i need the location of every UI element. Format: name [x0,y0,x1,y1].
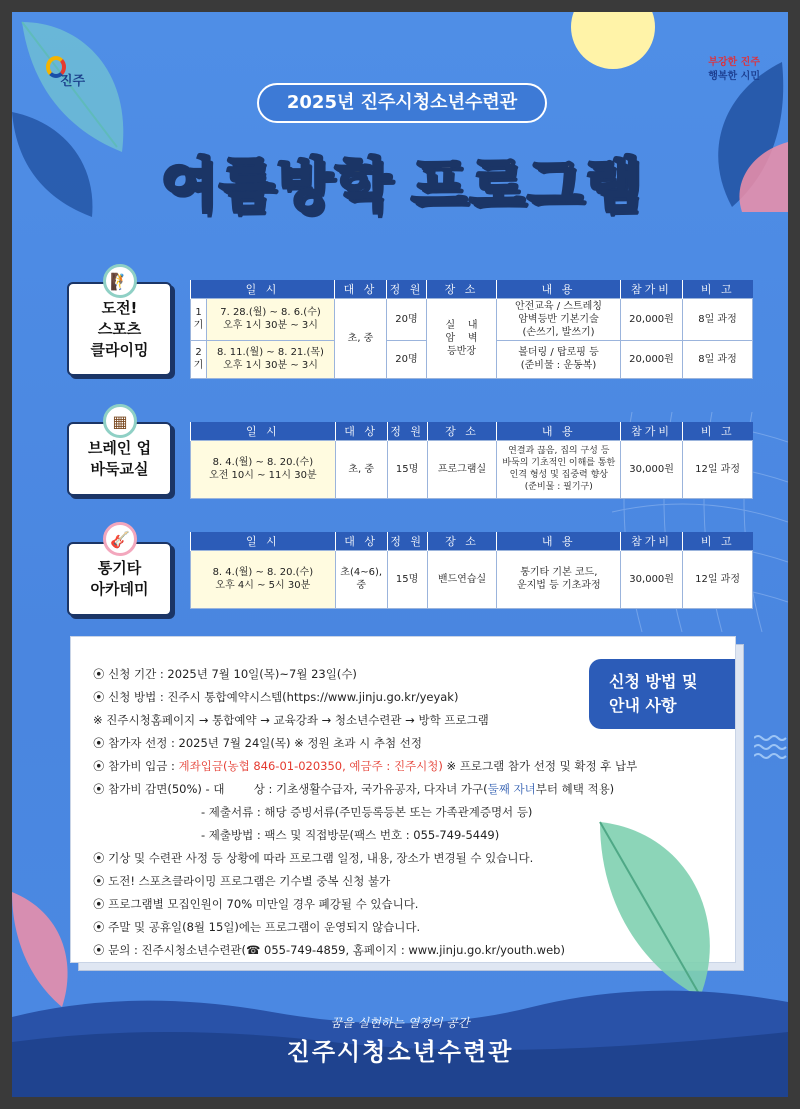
info-submit-method: - 제출방법 : 팩스 및 직접방문(팩스 번호 : 055-749-5449) [201,828,500,842]
program-name-line1: 통기타 [97,559,142,577]
program-name-line2: 아카데미 [90,580,149,598]
header-content: 내 용 [497,422,621,440]
content-line1: 통기타 기본 코드, [520,567,598,578]
table-header-row [191,280,753,298]
title-part1: 여름방학 [160,151,393,219]
discount-highlight: 둘째 자녀 [487,782,536,796]
place-line3: 등반장 [447,345,476,357]
fee-cell: 30,000원 [621,440,683,498]
content-line1: 안전교육 / 스트레칭 [514,300,602,312]
capacity-cell: 15명 [387,550,427,608]
header-target: 대 상 [335,280,387,298]
logo-left-text: 진주 [60,74,86,89]
date-cell [191,550,336,608]
discount-tail: 부터 혜택 적용) [535,782,615,796]
header-date: 일 시 [191,422,336,440]
info-apply-path: ※ 진주시청홈페이지 → 통합예약 → 교육강좌 → 청소년수련관 → 방학 프로그램 [93,713,489,727]
howto-line1: 신청 방법 및 [609,672,698,691]
header-capacity: 정 원 [387,422,427,440]
table-row [191,550,753,608]
program-baduk [67,406,753,496]
place-cell [427,298,497,378]
header-date: 일 시 [191,532,336,550]
place-line1: 실 내 [445,319,478,331]
payment-account: 계좌입금(농협 846-01-020350, 예금주 : 진주시청) [178,759,443,773]
content-line4: (준비물 : 필기구) [524,482,593,492]
date-line2: 오전 10시 ~ 11시 30분 [209,470,317,481]
date-line2: 오후 1시 30분 ~ 3시 [223,360,318,371]
content-cell [497,440,621,498]
info-selection: ⦿ 참가자 선정 : 2025년 7월 24일(목) ※ 정원 초과 시 추첨 선정 [93,736,423,750]
slogan-line2: 행복한 시민 [708,71,760,82]
content-line1: 볼더링 / 탑로핑 등 [518,347,599,358]
header-note: 비 고 [683,422,753,440]
info-lines [93,663,637,962]
program-table [190,532,753,609]
period-cell: 1기 [191,298,207,340]
payment-note: ※ 프로그램 참가 선정 및 확정 후 납부 [442,759,638,773]
jinju-city-logo [46,56,94,96]
program-climbing [67,268,753,378]
fee-cell: 20,000원 [621,298,683,340]
header-capacity: 정 원 [387,532,427,550]
info-documents: - 제출서류 : 해당 증빙서류(주민등록등본 또는 가족관계증명서 등) [201,805,533,819]
target-cell: 초, 중 [335,298,387,378]
program-guitar [67,524,753,614]
program-table [190,422,753,499]
header-date: 일 시 [191,280,335,298]
leaf-decoration-left [12,102,102,222]
info-apply-period: ⦿ 신청 기간 : 2025년 7월 10일(목)~7월 23일(수) [93,667,357,681]
info-no-duplicate: ⦿ 도전! 스포츠클라이밍 프로그램은 기수별 중복 신청 불가 [93,874,391,888]
table-header-row [191,422,753,440]
wave-lines-decoration [754,732,788,762]
table-header-row [191,532,753,550]
date-line1: 7. 28.(월) ~ 8. 6.(수) [220,307,321,318]
info-payment [93,755,637,778]
content-cell [497,340,621,378]
header-place: 장 소 [427,532,497,550]
date-cell [191,440,336,498]
sun-decoration [568,12,658,72]
note-cell: 8일 과정 [683,298,753,340]
guitar-icon: 🎸 [103,522,137,556]
content-line3: 인격 형성 및 집중력 향상 [509,470,608,480]
capacity-cell: 20명 [387,340,427,378]
header-fee: 참가비 [621,422,683,440]
subtitle-pill: 2025년 진주시청소년수련관 [257,83,547,123]
climbing-icon: 🧗 [103,264,137,298]
header-content: 내 용 [497,532,621,550]
header-place: 장 소 [427,280,497,298]
footer-org-name: 진주시청소년수련관 [286,1038,514,1066]
green-leaf-decoration [580,812,730,1002]
content-cell [497,298,621,340]
date-line1: 8. 4.(월) ~ 8. 20.(수) [212,457,314,468]
program-name-line3: 클라이밍 [90,340,149,359]
fee-cell: 30,000원 [621,550,683,608]
header-place: 장 소 [427,422,497,440]
place-cell: 프로그램실 [427,440,497,498]
header-capacity: 정 원 [387,280,427,298]
content-line2: 바둑의 기초적인 이해를 통한 [502,458,616,468]
slogan-line1: 부강한 진주 [708,57,760,68]
content-line2: 운지법 등 기초과정 [516,580,601,591]
howto-line2: 안내 사항 [609,696,677,715]
capacity-cell: 15명 [387,440,427,498]
date-line1: 8. 11.(월) ~ 8. 21.(목) [217,347,324,358]
info-discount [93,778,637,801]
header-note: 비 고 [683,280,753,298]
discount-label: ⦿ 참가비 감면(50%) - 대 상 : 기초생활수급자, 국가유공자, 다자녀 가구( [93,782,488,796]
content-line2: (준비물 : 운동복) [520,360,597,371]
payment-label: ⦿ 참가비 입금 : [93,759,179,773]
program-name-line1: 도전! [101,298,138,317]
program-name-line1: 브레인 업 [87,439,152,457]
date-line2: 오후 1시 30분 ~ 3시 [223,320,318,331]
date-cell [207,298,335,340]
baduk-icon: ▦ [103,404,137,438]
header-target: 대 상 [335,532,387,550]
place-cell: 밴드연습실 [427,550,497,608]
note-cell: 12일 과정 [683,550,753,608]
content-line3: (손쓰기, 발쓰기) [522,326,595,338]
header-fee: 참가비 [621,532,683,550]
info-apply-method: ⦿ 신청 방법 : 진주시 통합예약시스템(https://www.jinju.go.kr/yeyak) [93,690,459,704]
program-name-line2: 스포츠 [97,319,142,338]
target-cell: 초, 중 [335,440,387,498]
main-title [122,138,682,230]
title-part2: 프로그램 [411,151,644,219]
date-line1: 8. 4.(월) ~ 8. 20.(수) [212,567,314,578]
info-holiday: ⦿ 주말 및 공휴일(8월 15일)에는 프로그램이 운영되지 않습니다. [93,920,421,934]
fee-cell: 20,000원 [621,340,683,378]
capacity-cell: 20명 [387,298,427,340]
content-line1: 연결과 끊음, 집의 구성 등 [508,446,610,456]
footer-slogan: 꿈을 실현하는 열정의 공간 [330,1016,470,1030]
content-cell [497,550,621,608]
note-cell: 8일 과정 [683,340,753,378]
date-line2: 오후 4시 ~ 5시 30분 [215,580,311,591]
city-slogan-logo [708,56,760,84]
date-cell [207,340,335,378]
content-line2: 암벽등반 기본기술 [518,313,599,325]
info-schedule-change: ⦿ 기상 및 수련관 사정 등 상황에 따라 프로그램 일정, 내용, 장소가 변경될 수 있습니다. [93,851,534,865]
table-row [191,298,753,340]
info-contact: ⦿ 문의 : 진주시청소년수련관(☎ 055-749-4859, 홈페이지 : www.jinju.go.kr/youth.web) [93,943,565,957]
place-line2: 암 벽 [445,332,478,344]
program-name-line2: 바둑교실 [90,460,149,478]
info-cancel-rule: ⦿ 프로그램별 모집인원이 70% 미만일 경우 폐강될 수 있습니다. [93,897,419,911]
note-cell: 12일 과정 [683,440,753,498]
period-cell: 2기 [191,340,207,378]
poster [12,12,788,1097]
target-cell: 초(4~6),중 [335,550,387,608]
header-fee: 참가비 [621,280,683,298]
header-note: 비 고 [683,532,753,550]
table-row [191,440,753,498]
header-target: 대 상 [335,422,387,440]
program-table [190,280,753,379]
header-content: 내 용 [497,280,621,298]
